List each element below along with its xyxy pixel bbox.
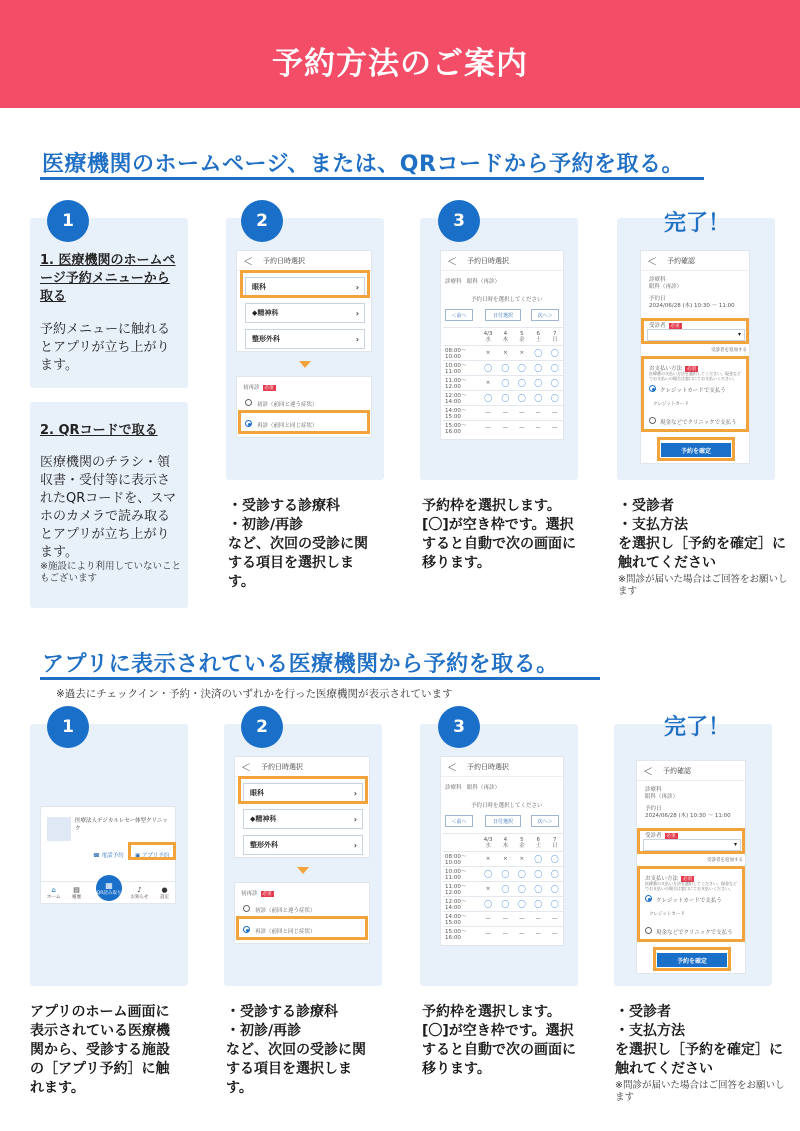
option-label: 整形外科 (252, 335, 280, 343)
step-number: 1 (47, 200, 89, 242)
section2-note: ※過去にチェックイン・予約・決済のいずれかを行った医療機関が表示されています (56, 688, 453, 700)
calendar-corner (443, 834, 479, 852)
pay-cash-label: 現金などでクリニックで支払う (656, 930, 733, 936)
slot-available[interactable]: 〇 (547, 361, 563, 376)
calendar-day-header: 5 金 (514, 328, 530, 346)
slot-available[interactable]: 〇 (547, 852, 563, 867)
slot-available[interactable]: 〇 (514, 361, 530, 376)
dept-select-screen (236, 250, 372, 352)
calendar-day-header: 6 土 (530, 834, 546, 852)
arrow-down-icon (299, 361, 311, 368)
calendar-corner (443, 328, 479, 346)
slot-unavailable: — (479, 912, 497, 927)
slot-available[interactable]: 〇 (547, 867, 563, 882)
first-visit-label: 初診（前回と違う症状） (257, 402, 318, 408)
calendar-time-label: 14:00〜15:00 (443, 912, 479, 927)
visit-label (241, 889, 274, 897)
slot-unavailable: — (479, 421, 497, 436)
slot-available[interactable]: 〇 (530, 391, 546, 406)
slot-available[interactable]: 〇 (479, 867, 497, 882)
slot-unavailable: × (497, 346, 513, 361)
patient-label-text: 受診者 (645, 833, 662, 839)
section1-title: 医療機関のホームページ、または、QRコードから予約を取る。 (42, 152, 684, 177)
slot-unavailable: — (497, 912, 513, 927)
calendar-day-header: 4 木 (497, 328, 513, 346)
chevron-right-icon: › (355, 334, 359, 344)
dept-option-ortho[interactable] (243, 835, 363, 855)
chevron-right-icon: › (353, 788, 357, 798)
date-value: 2024/06/28 (木) 10:30 〜 11:00 (649, 303, 735, 309)
pay-label-text: お支払い方法 (649, 366, 683, 372)
calendar-time-label: 08:00〜10:00 (443, 346, 479, 361)
chevron-right-icon: › (353, 814, 357, 824)
step1b-heading: 2. QRコードで取る (40, 423, 158, 438)
prev-week-button[interactable]: ＜前へ (445, 815, 473, 827)
slot-available[interactable]: 〇 (514, 391, 530, 406)
calendar-day-header: 7 日 (547, 328, 563, 346)
visit-label (243, 383, 276, 391)
slot-available[interactable]: 〇 (497, 882, 513, 897)
option-label: ◆精神科 (250, 815, 277, 823)
step4-caption: ・受診者 ・支払方法 を選択し［予約を確定］に触れてください (618, 498, 786, 571)
calendar-day-header: 4/3 水 (479, 328, 497, 346)
qr-icon: ▦ (105, 880, 113, 890)
calendar-icon: ▣ (135, 853, 142, 859)
calendar-time-label: 12:00〜14:00 (443, 391, 479, 406)
slot-unavailable: — (547, 421, 563, 436)
slot-unavailable: — (479, 406, 497, 421)
calendar-grid (443, 833, 563, 941)
slot-unavailable: — (514, 421, 530, 436)
next-week-button[interactable]: 次へ＞ (531, 815, 559, 827)
add-patient-link[interactable]: 受診者を追加する (707, 858, 743, 863)
step2-caption: ・受診する診療科 ・初診/再診 など、次回の受診に関する項目を選択します。 (228, 498, 368, 590)
slot-unavailable: — (530, 912, 546, 927)
calendar-time-label: 15:00〜16:00 (443, 421, 479, 436)
clinic-name: 医療法人デジカルレセー体型クリニック (75, 818, 168, 832)
date-picker-button[interactable]: 日付選択 (485, 309, 521, 321)
next-week-button[interactable]: 次へ＞ (531, 309, 559, 321)
dept-select-screen (234, 756, 370, 858)
slot-available[interactable]: 〇 (547, 882, 563, 897)
patient-label-text: 受診者 (649, 323, 666, 329)
add-patient-link[interactable]: 受診者を追加する (711, 348, 747, 353)
slot-unavailable: — (547, 912, 563, 927)
dept-option-psych[interactable] (243, 809, 363, 829)
confirm-reservation-button[interactable]: 予約を確定 (657, 953, 727, 967)
step-number: 3 (438, 200, 480, 242)
nav-label: ホーム (46, 894, 61, 900)
slot-available[interactable]: 〇 (514, 376, 530, 391)
arrow-down-icon (297, 867, 309, 874)
visit-label-text: 初再診 (243, 385, 260, 391)
screen-header: 予約日時選択 (467, 256, 509, 265)
highlight-frame (238, 776, 368, 804)
screen-header: 予約日時選択 (263, 256, 305, 265)
screen-header: 予約確認 (663, 766, 691, 775)
slot-available[interactable]: 〇 (497, 361, 513, 376)
calendar-time-label: 10:00〜11:00 (443, 867, 479, 882)
step4-note: ※問診が届いた場合はご回答をお願いします (618, 574, 788, 597)
date-picker-button[interactable]: 日付選択 (485, 815, 521, 827)
option-label: 整形外科 (250, 841, 278, 849)
slot-available[interactable]: 〇 (530, 867, 546, 882)
pay-card-label: クレジットカードで支払う (656, 898, 722, 904)
required-tag: 必須 (670, 323, 680, 329)
slot-available[interactable]: 〇 (530, 346, 546, 361)
s2-step4-note: ※問診が届いた場合はご回答をお願いします (615, 1080, 785, 1103)
nav-label: お知らせ (130, 894, 149, 900)
highlight-frame (653, 947, 731, 971)
chevron-right-icon: › (353, 840, 357, 850)
dept-value: 眼科（再診） (645, 794, 679, 800)
slot-available[interactable]: 〇 (514, 882, 530, 897)
slot-unavailable: — (547, 927, 563, 942)
slot-unavailable: — (514, 406, 530, 421)
calendar-time-label: 15:00〜16:00 (443, 927, 479, 942)
chevron-right-icon: › (355, 282, 359, 292)
calendar-screen (440, 250, 564, 440)
nav-notice[interactable] (131, 886, 149, 900)
nav-home[interactable] (47, 886, 61, 900)
date-label: 予約日 (645, 806, 662, 812)
highlight-frame (637, 828, 745, 854)
slot-unavailable: — (547, 406, 563, 421)
home-icon: ⌂ (51, 885, 56, 894)
slot-unavailable: — (497, 927, 513, 942)
required-tag: 必須 (262, 891, 272, 897)
highlight-frame (240, 270, 370, 298)
pay-cash-label: 現金などでクリニックで支払う (660, 420, 737, 426)
step-number: 1 (47, 706, 89, 748)
calendar-day-header: 5 金 (514, 834, 530, 852)
slot-available[interactable]: 〇 (479, 897, 497, 912)
calendar-time-label: 10:00〜11:00 (443, 361, 479, 376)
slot-unavailable: — (530, 406, 546, 421)
calendar-time-label: 11:00〜12:00 (443, 376, 479, 391)
phone-icon: ☎ (93, 853, 102, 859)
history-icon: ▤ (73, 885, 80, 894)
back-icon[interactable]: ＜ (643, 767, 653, 778)
slot-available[interactable]: 〇 (497, 867, 513, 882)
dropdown-icon: ▾ (733, 841, 737, 848)
slot-available[interactable]: 〇 (479, 361, 497, 376)
slot-available[interactable]: 〇 (547, 391, 563, 406)
prev-week-button[interactable]: ＜前へ (445, 309, 473, 321)
first-visit-label: 初診（前回と違う症状） (255, 908, 316, 914)
option-label: ◆精神科 (252, 309, 279, 317)
confirm-reservation-button[interactable]: 予約を確定 (661, 443, 731, 457)
pay-card-label: クレジットカードで支払う (660, 388, 726, 394)
s2-step3-caption: 予約枠を選択します。[〇]が空き枠です。選択すると自動で次の画面に移ります。 (422, 1004, 576, 1077)
back-icon[interactable]: ＜ (447, 257, 457, 268)
section2-underline (40, 677, 600, 680)
slot-available[interactable]: 〇 (497, 897, 513, 912)
date-value: 2024/06/28 (木) 10:30 〜 11:00 (645, 813, 731, 819)
slot-unavailable: — (497, 406, 513, 421)
screen-header: 予約確認 (667, 256, 695, 265)
highlight-frame (128, 842, 176, 860)
chevron-right-icon: › (355, 308, 359, 318)
step-number: 2 (241, 706, 283, 748)
phone-label: 電話予約 (101, 853, 124, 859)
slot-unavailable: — (497, 421, 513, 436)
step1b-note: ※施設により利用していないこともございます (40, 561, 181, 584)
required-tag: 必須 (666, 833, 676, 839)
bell-icon: ♪ (137, 885, 142, 894)
highlight-frame (641, 318, 749, 344)
nav-label: 履歴 (72, 894, 82, 900)
step1a-heading: 1. 医療機関のホームページ予約メニューから取る (40, 253, 176, 304)
slot-unavailable: — (530, 421, 546, 436)
step1a-text: 予約メニューに触れるとアプリが立ち上がります。 (40, 322, 171, 373)
radio-first-visit[interactable] (243, 905, 250, 912)
visit-label-text: 初再診 (241, 891, 258, 897)
calendar-day-header: 6 土 (530, 328, 546, 346)
dept-line: 診療科 眼科（再診） (445, 785, 501, 791)
slot-unavailable: — (530, 927, 546, 942)
nav-settings[interactable] (160, 886, 169, 900)
pay-note: 医療費の支払い方法を選択してください。現金などでお支払いの場合は窓口にてお支払いください。 (649, 371, 741, 381)
slot-unavailable: × (479, 852, 497, 867)
back-icon[interactable]: ＜ (447, 763, 457, 774)
s2-step1-caption: アプリのホーム画面に表示されている医療機関から、受診する施設の［アプリ予約］に触れます。 (30, 1004, 170, 1096)
slot-unavailable: × (479, 346, 497, 361)
back-icon[interactable]: ＜ (241, 763, 251, 774)
slot-available[interactable]: 〇 (547, 897, 563, 912)
screen-header: 予約日時選択 (261, 762, 303, 771)
step-number: 3 (438, 706, 480, 748)
s2-step2-caption: ・受診する診療科 ・初診/再診 など、次回の受診に関する項目を選択します。 (226, 1004, 366, 1096)
slot-unavailable: — (514, 927, 530, 942)
done-label: 完了！ (664, 715, 731, 740)
section2-title: アプリに表示されている医療機関から予約を取る。 (42, 652, 559, 677)
calendar-time-label: 12:00〜14:00 (443, 897, 479, 912)
step1b-text: 医療機関のチラシ・領収書・受付等に表示されたQRコードを、スマホのカメラで読み取るとアプリが立ち上がります。 (40, 455, 177, 560)
calendar-time-label: 14:00〜15:00 (443, 406, 479, 421)
dropdown-icon: ▾ (737, 331, 741, 338)
back-icon[interactable]: ＜ (243, 257, 253, 268)
clinic-image (47, 817, 71, 841)
card-label: クレジットカード (653, 402, 689, 407)
dept-option-psych[interactable] (245, 303, 365, 323)
calendar-day-header: 4 木 (497, 834, 513, 852)
date-label: 予約日 (649, 296, 666, 302)
section1-underline (40, 177, 704, 180)
dept-line: 診療科 眼科（再診） (445, 279, 501, 285)
slot-unavailable: × (497, 852, 513, 867)
dept-label: 診療科 (645, 787, 662, 793)
calendar-screen (440, 756, 564, 946)
calendar-day-header: 7 日 (547, 834, 563, 852)
slot-available[interactable]: 〇 (497, 391, 513, 406)
required-tag: 必須 (687, 366, 697, 372)
slot-available[interactable]: 〇 (547, 346, 563, 361)
required-tag: 必須 (264, 385, 274, 391)
s2-step4-caption: ・受診者 ・支払方法 を選択し［予約を確定］に触れてください (615, 1004, 783, 1077)
option-label: 眼科 (252, 283, 266, 291)
slot-available[interactable]: 〇 (514, 867, 530, 882)
calendar-prompt: 予約日時を選択してください (471, 803, 543, 809)
back-icon[interactable]: ＜ (647, 257, 657, 268)
nav-label: 設定 (160, 894, 170, 900)
screen-header: 予約日時選択 (467, 762, 509, 771)
done-label: 完了！ (664, 211, 731, 236)
slot-unavailable: × (479, 376, 497, 391)
slot-unavailable: × (514, 852, 530, 867)
slot-available[interactable]: 〇 (530, 897, 546, 912)
slot-unavailable: — (514, 912, 530, 927)
calendar-grid (443, 327, 563, 435)
slot-available[interactable]: 〇 (530, 882, 546, 897)
highlight-frame (238, 410, 370, 434)
calendar-prompt: 予約日時を選択してください (471, 297, 543, 303)
qr-label: QR読み取り (96, 890, 122, 896)
step-number: 2 (241, 200, 283, 242)
calendar-day-header: 4/3 水 (479, 834, 497, 852)
highlight-frame (637, 866, 745, 942)
phone-reserve-link[interactable] (93, 851, 124, 859)
calendar-time-label: 08:00〜10:00 (443, 852, 479, 867)
user-icon: ● (161, 885, 168, 894)
slot-unavailable: × (514, 346, 530, 361)
slot-unavailable: × (479, 882, 497, 897)
card-label: クレジットカード (649, 912, 685, 917)
slot-unavailable: — (479, 927, 497, 942)
app-label: アプリ予約 (141, 853, 170, 859)
slot-available[interactable]: 〇 (479, 391, 497, 406)
revisit-label: 再診（前回と同じ症状） (257, 423, 318, 429)
calendar-time-label: 11:00〜12:00 (443, 882, 479, 897)
dept-value: 眼科（再診） (649, 284, 683, 290)
slot-available[interactable]: 〇 (547, 376, 563, 391)
qr-scan-button[interactable] (96, 875, 122, 901)
highlight-frame (236, 916, 368, 940)
required-tag: 必須 (683, 876, 693, 882)
radio-first-visit[interactable] (245, 399, 252, 406)
highlight-frame (657, 437, 735, 461)
pay-label-text: お支払い方法 (645, 876, 679, 882)
slot-available[interactable]: 〇 (497, 376, 513, 391)
pay-note: 医療費の支払い方法を選択してください。現金などでお支払いの場合は窓口にてお支払いください。 (645, 881, 737, 891)
slot-available[interactable]: 〇 (530, 852, 546, 867)
step3-caption: 予約枠を選択します。[〇]が空き枠です。選択すると自動で次の画面に移ります。 (422, 498, 576, 571)
page-title: 予約方法のご案内 (272, 46, 528, 82)
nav-history[interactable] (72, 886, 81, 900)
dept-label: 診療科 (649, 277, 666, 283)
slot-available[interactable]: 〇 (530, 376, 546, 391)
slot-available[interactable]: 〇 (530, 361, 546, 376)
dept-option-ortho[interactable] (245, 329, 365, 349)
revisit-label: 再診（前回と同じ症状） (255, 929, 316, 935)
option-label: 眼科 (250, 789, 264, 797)
slot-available[interactable]: 〇 (514, 897, 530, 912)
highlight-frame (641, 356, 749, 432)
